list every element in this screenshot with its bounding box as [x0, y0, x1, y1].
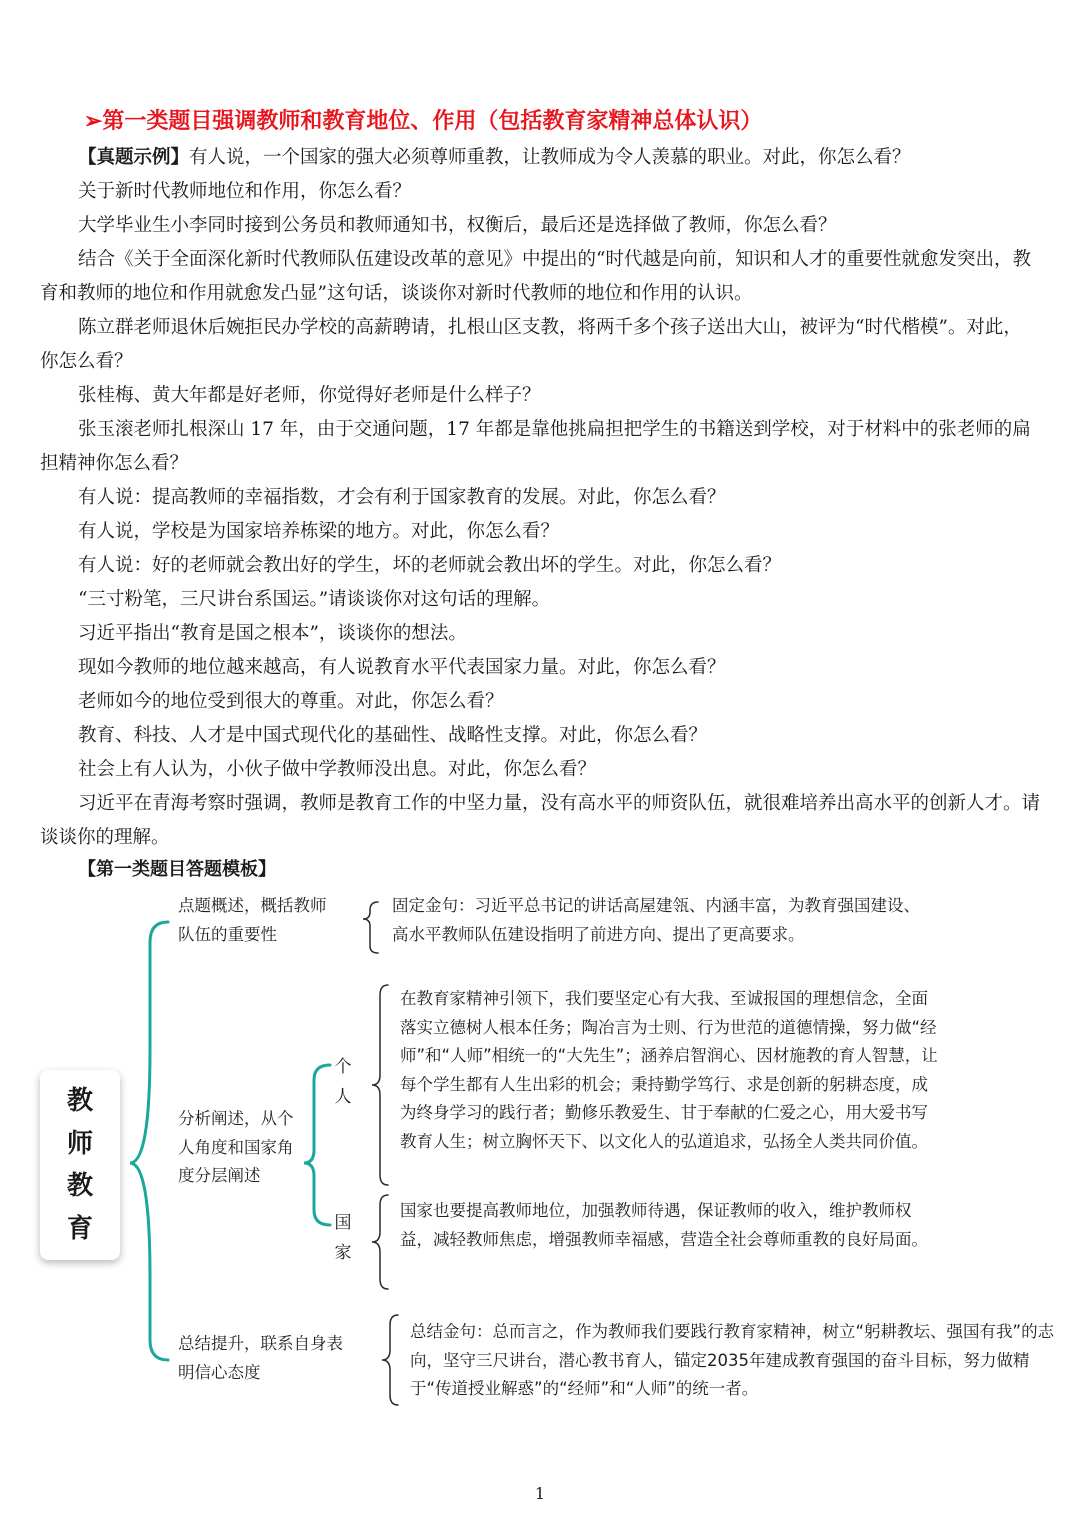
- question-4: 结合《关于全面深化新时代教师队伍建设改革的意见》中提出的“时代越是向前，知识和人才的重要性就愈发突出，教育和教师的地位和作用就愈发凸显”这句话，谈谈你对新时代教师的地位和作用的认识。: [40, 249, 1031, 304]
- brace-national: [372, 1195, 388, 1289]
- root-char-3: 教: [66, 1171, 93, 1202]
- question-16: 社会上有人认为，小伙子做中学教师没出息。对此，你怎么看？: [78, 759, 597, 780]
- brace-personal: [372, 985, 388, 1185]
- question-2: 关于新时代教师地位和作用，你怎么看？: [78, 181, 412, 202]
- analysis-bracket: [304, 1065, 330, 1225]
- national-label: 国家: [334, 1213, 352, 1263]
- step1-content: 固定金句：习近平总书记的讲话高屋建瓴、内涵丰富，为教育强国建设、高水平教师队伍建设指明了前进方向、提出了更高要求。: [392, 896, 920, 944]
- question-8: 有人说：提高教师的幸福指数，才会有利于国家教育的发展。对此，你怎么看？: [78, 487, 726, 508]
- step3-content: 总结金句：总而言之，作为教师我们要践行教育家精神，树立“躬耕教坛、强国有我”的志向，坚守三尺讲台，潜心教书育人，锚定2035年建成教育强国的奋斗目标，努力做精于“传道授业解惑”的“经师”和“人师”的统一者。: [410, 1322, 1055, 1398]
- example-label: 【真题示例】: [78, 147, 190, 168]
- personal-content: 在教育家精神引领下，我们要坚定心有大我、至诚报国的理想信念，全面落实立德树人根本任务；陶冶言为士则、行为世范的道德情操，努力做“经师”和“人师”相统一的“大先生”；涵养启智润心、因材施教的育人智慧，让每个学生都有人生出彩的机会；秉持勤学笃行、求是创新的躬耕态度，成为终身学习的践行者；勤修乐教爱生、甘于奉献的仁爱之心，用大爱书写教育人生；树立胸怀天下、以文化人的弘道追求，弘扬全人类共同价值。: [400, 989, 938, 1151]
- root-char-1: 教: [66, 1086, 93, 1117]
- question-9: 有人说，学校是为国家培养栋梁的地方。对此，你怎么看？: [78, 521, 560, 542]
- brace-summary: [382, 1315, 398, 1405]
- root-char-4: 育: [66, 1213, 93, 1244]
- step2-label: 分析阐述，从个人角度和国家角度分层阐述: [178, 1109, 294, 1185]
- root-bracket: [130, 922, 168, 1360]
- question-17: 习近平在青海考察时强调，教师是教育工作的中坚力量，没有高水平的师资队伍，就很难培养出高水平的创新人才。请谈谈你的理解。: [40, 793, 1041, 848]
- template-heading: 【第一类题目答题模板】: [78, 859, 276, 880]
- step1-label: 点题概述，概括教师队伍的重要性: [178, 896, 327, 944]
- root-char-2: 师: [66, 1128, 93, 1159]
- section-heading: ➢第一类题目强调教师和教育地位、作用（包括教育家精神总体认识）: [84, 108, 763, 134]
- question-14: 老师如今的地位受到很大的尊重。对此，你怎么看？: [78, 691, 504, 712]
- national-content: 国家也要提高教师地位，加强教师待遇，保证教师的收入，维护教师权益，减轻教师焦虑，增强教师幸福感，营造全社会尊师重教的良好局面。: [400, 1201, 928, 1249]
- question-12: 习近平指出“教育是国之根本”，谈谈你的想法。: [78, 623, 467, 644]
- question-11: “三寸粉笔，三尺讲台系国运。”请谈谈你对这句话的理解。: [78, 589, 551, 610]
- page-number: 1: [534, 1484, 546, 1503]
- brace-step1: [363, 902, 378, 953]
- question-10: 有人说：好的老师就会教出好的学生，坏的老师就会教出坏的学生。对此，你怎么看？: [78, 555, 782, 576]
- mindmap-root: [40, 1070, 120, 1260]
- question-15: 教育、科技、人才是中国式现代化的基础性、战略性支撑。对此，你怎么看？: [78, 725, 708, 746]
- personal-label: 个人: [334, 1057, 352, 1107]
- question-3: 大学毕业生小李同时接到公务员和教师通知书，权衡后，最后还是选择做了教师，你怎么看？: [78, 215, 837, 236]
- question-5: 陈立群老师退休后婉拒民办学校的高薪聘请，扎根山区支教，将两千多个孩子送出大山，被评为“时代楷模”。对此，你怎么看？: [40, 317, 1022, 372]
- question-13: 现如今教师的地位越来越高，有人说教育水平代表国家力量。对此，你怎么看？: [78, 657, 726, 678]
- question-7: 张玉滚老师扎根深山 17 年，由于交通问题，17 年都是靠他挑扁担把学生的书籍送到学校，对于材料中的张老师的扁担精神你怎么看？: [40, 419, 1031, 474]
- question-1: 【真题示例】有人说，一个国家的强大必须尊师重教，让教师成为令人羡慕的职业。对此，你怎么看？: [78, 147, 911, 168]
- question-6: 张桂梅、黄大年都是好老师，你觉得好老师是什么样子？: [78, 385, 541, 406]
- step3-label: 总结提升，联系自身表明信心态度: [178, 1334, 343, 1382]
